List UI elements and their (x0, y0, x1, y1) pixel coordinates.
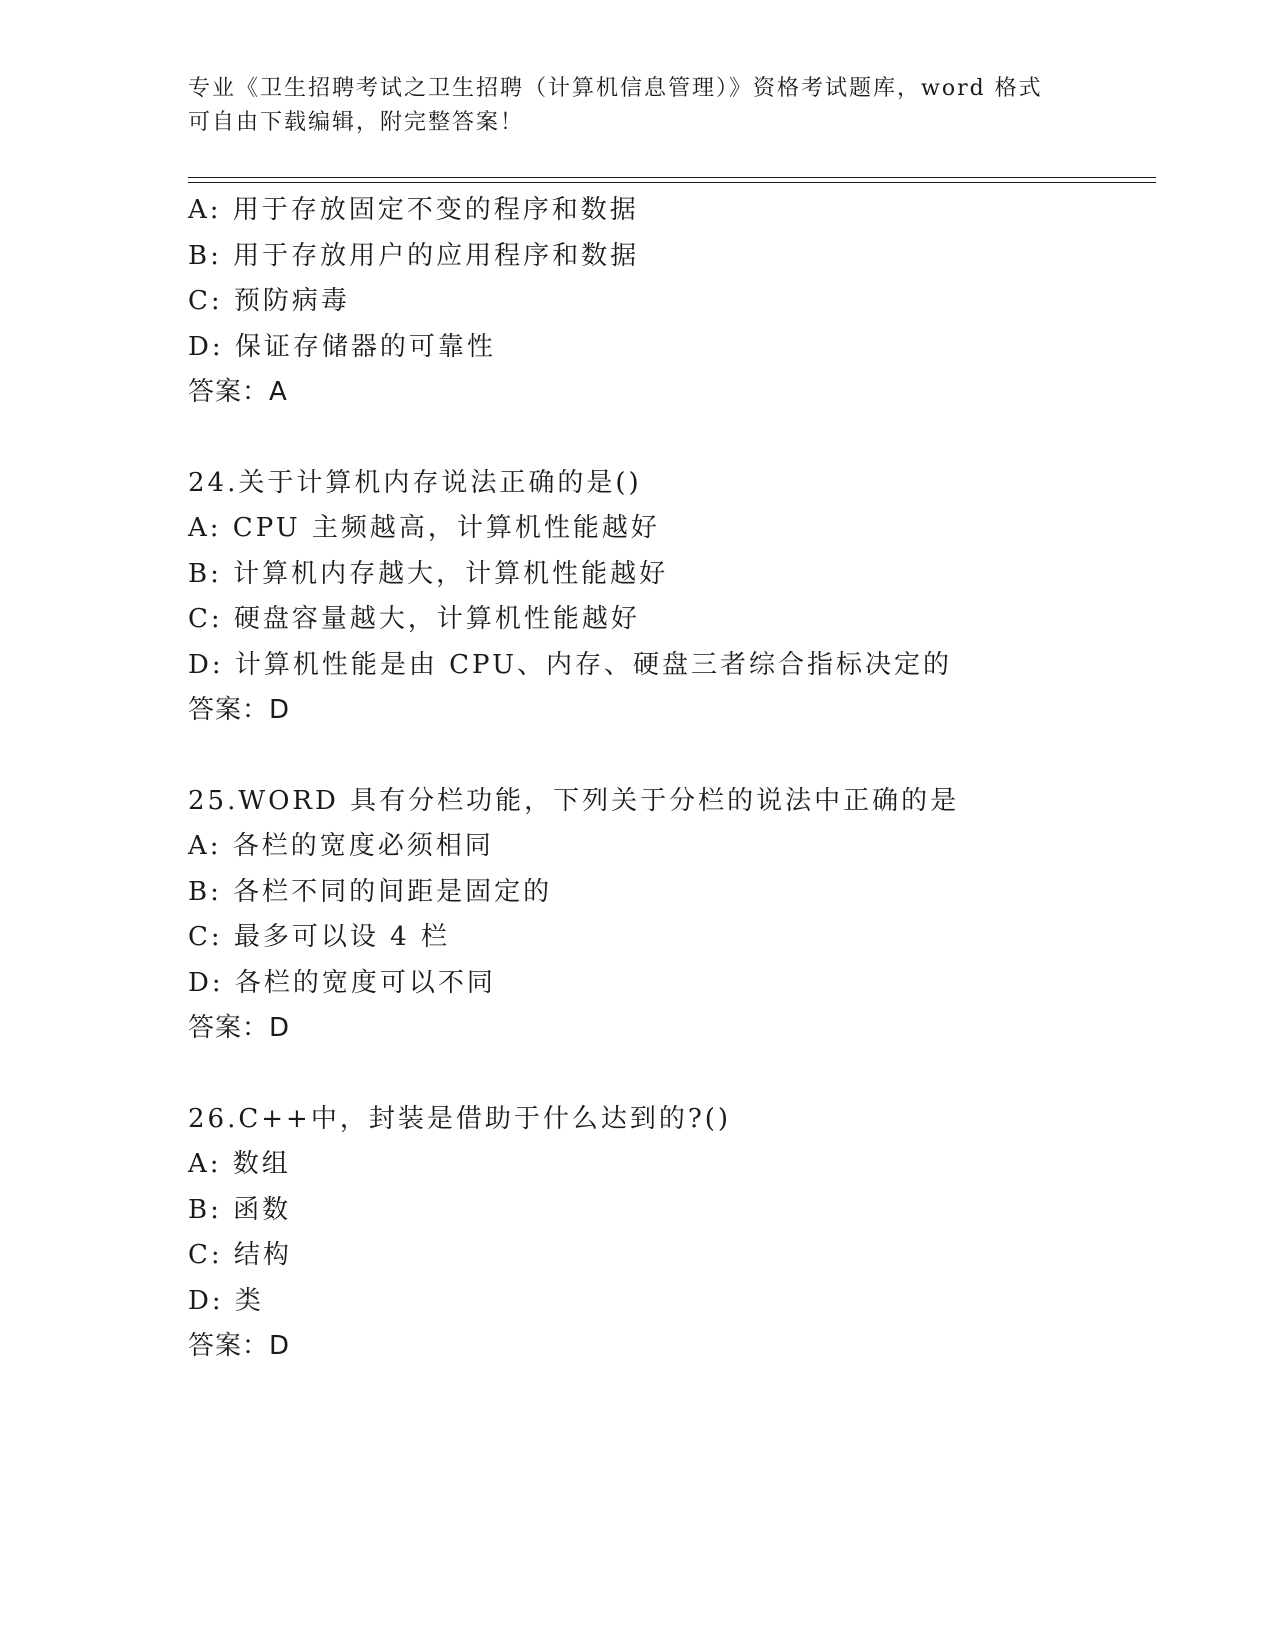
question-block-25 (188, 779, 1188, 1052)
option-c: C: 最多可以设 4 栏 (188, 922, 450, 952)
question-block-26 (188, 1097, 1188, 1370)
option-d: D: 保证存储器的可靠性 (188, 331, 496, 362)
question-block-23 (188, 188, 1188, 416)
header-rule-top (188, 177, 1156, 178)
option-b: B: 各栏不同的间距是固定的 (188, 876, 553, 907)
option-d: D: 各栏的宽度可以不同 (188, 967, 496, 998)
answer-line: 答案：D (188, 1013, 291, 1043)
question-text: 25.WORD 具有分栏功能，下列关于分栏的说法中正确的是 (188, 785, 960, 816)
option-b: B: 用于存放用户的应用程序和数据 (188, 240, 640, 271)
option-a: A: 各栏的宽度必须相同 (188, 831, 494, 861)
option-b: B: 计算机内存越大，计算机性能越好 (188, 558, 669, 589)
option-c: C: 预防病毒 (188, 286, 350, 316)
option-a: A: 用于存放固定不变的程序和数据 (188, 195, 639, 225)
header-line-2: 可自由下载编辑，附完整答案！ (188, 110, 525, 135)
option-a: A: CPU 主频越高，计算机性能越好 (188, 513, 660, 543)
question-text: 24.关于计算机内存说法正确的是() (188, 467, 642, 498)
header-line-1: 专业《卫生招聘考试之卫生招聘（计算机信息管理）》资格考试题库，word 格式 (188, 76, 1043, 101)
option-a: A: 数组 (188, 1149, 291, 1179)
option-d: D: 类 (188, 1285, 264, 1316)
document-header (188, 72, 1088, 140)
answer-line: 答案：D (188, 1331, 291, 1361)
question-list (188, 188, 1188, 1370)
option-d: D: 计算机性能是由 CPU、内存、硬盘三者综合指标决定的 (188, 649, 952, 680)
option-c: C: 硬盘容量越大，计算机性能越好 (188, 604, 640, 634)
option-c: C: 结构 (188, 1240, 292, 1270)
question-block-24 (188, 461, 1188, 734)
header-rule-bottom (188, 182, 1156, 183)
answer-line: 答案：D (188, 695, 291, 725)
question-text: 26.C++中，封装是借助于什么达到的?() (188, 1103, 732, 1134)
option-b: B: 函数 (188, 1194, 292, 1225)
answer-line: 答案：A (188, 377, 288, 407)
